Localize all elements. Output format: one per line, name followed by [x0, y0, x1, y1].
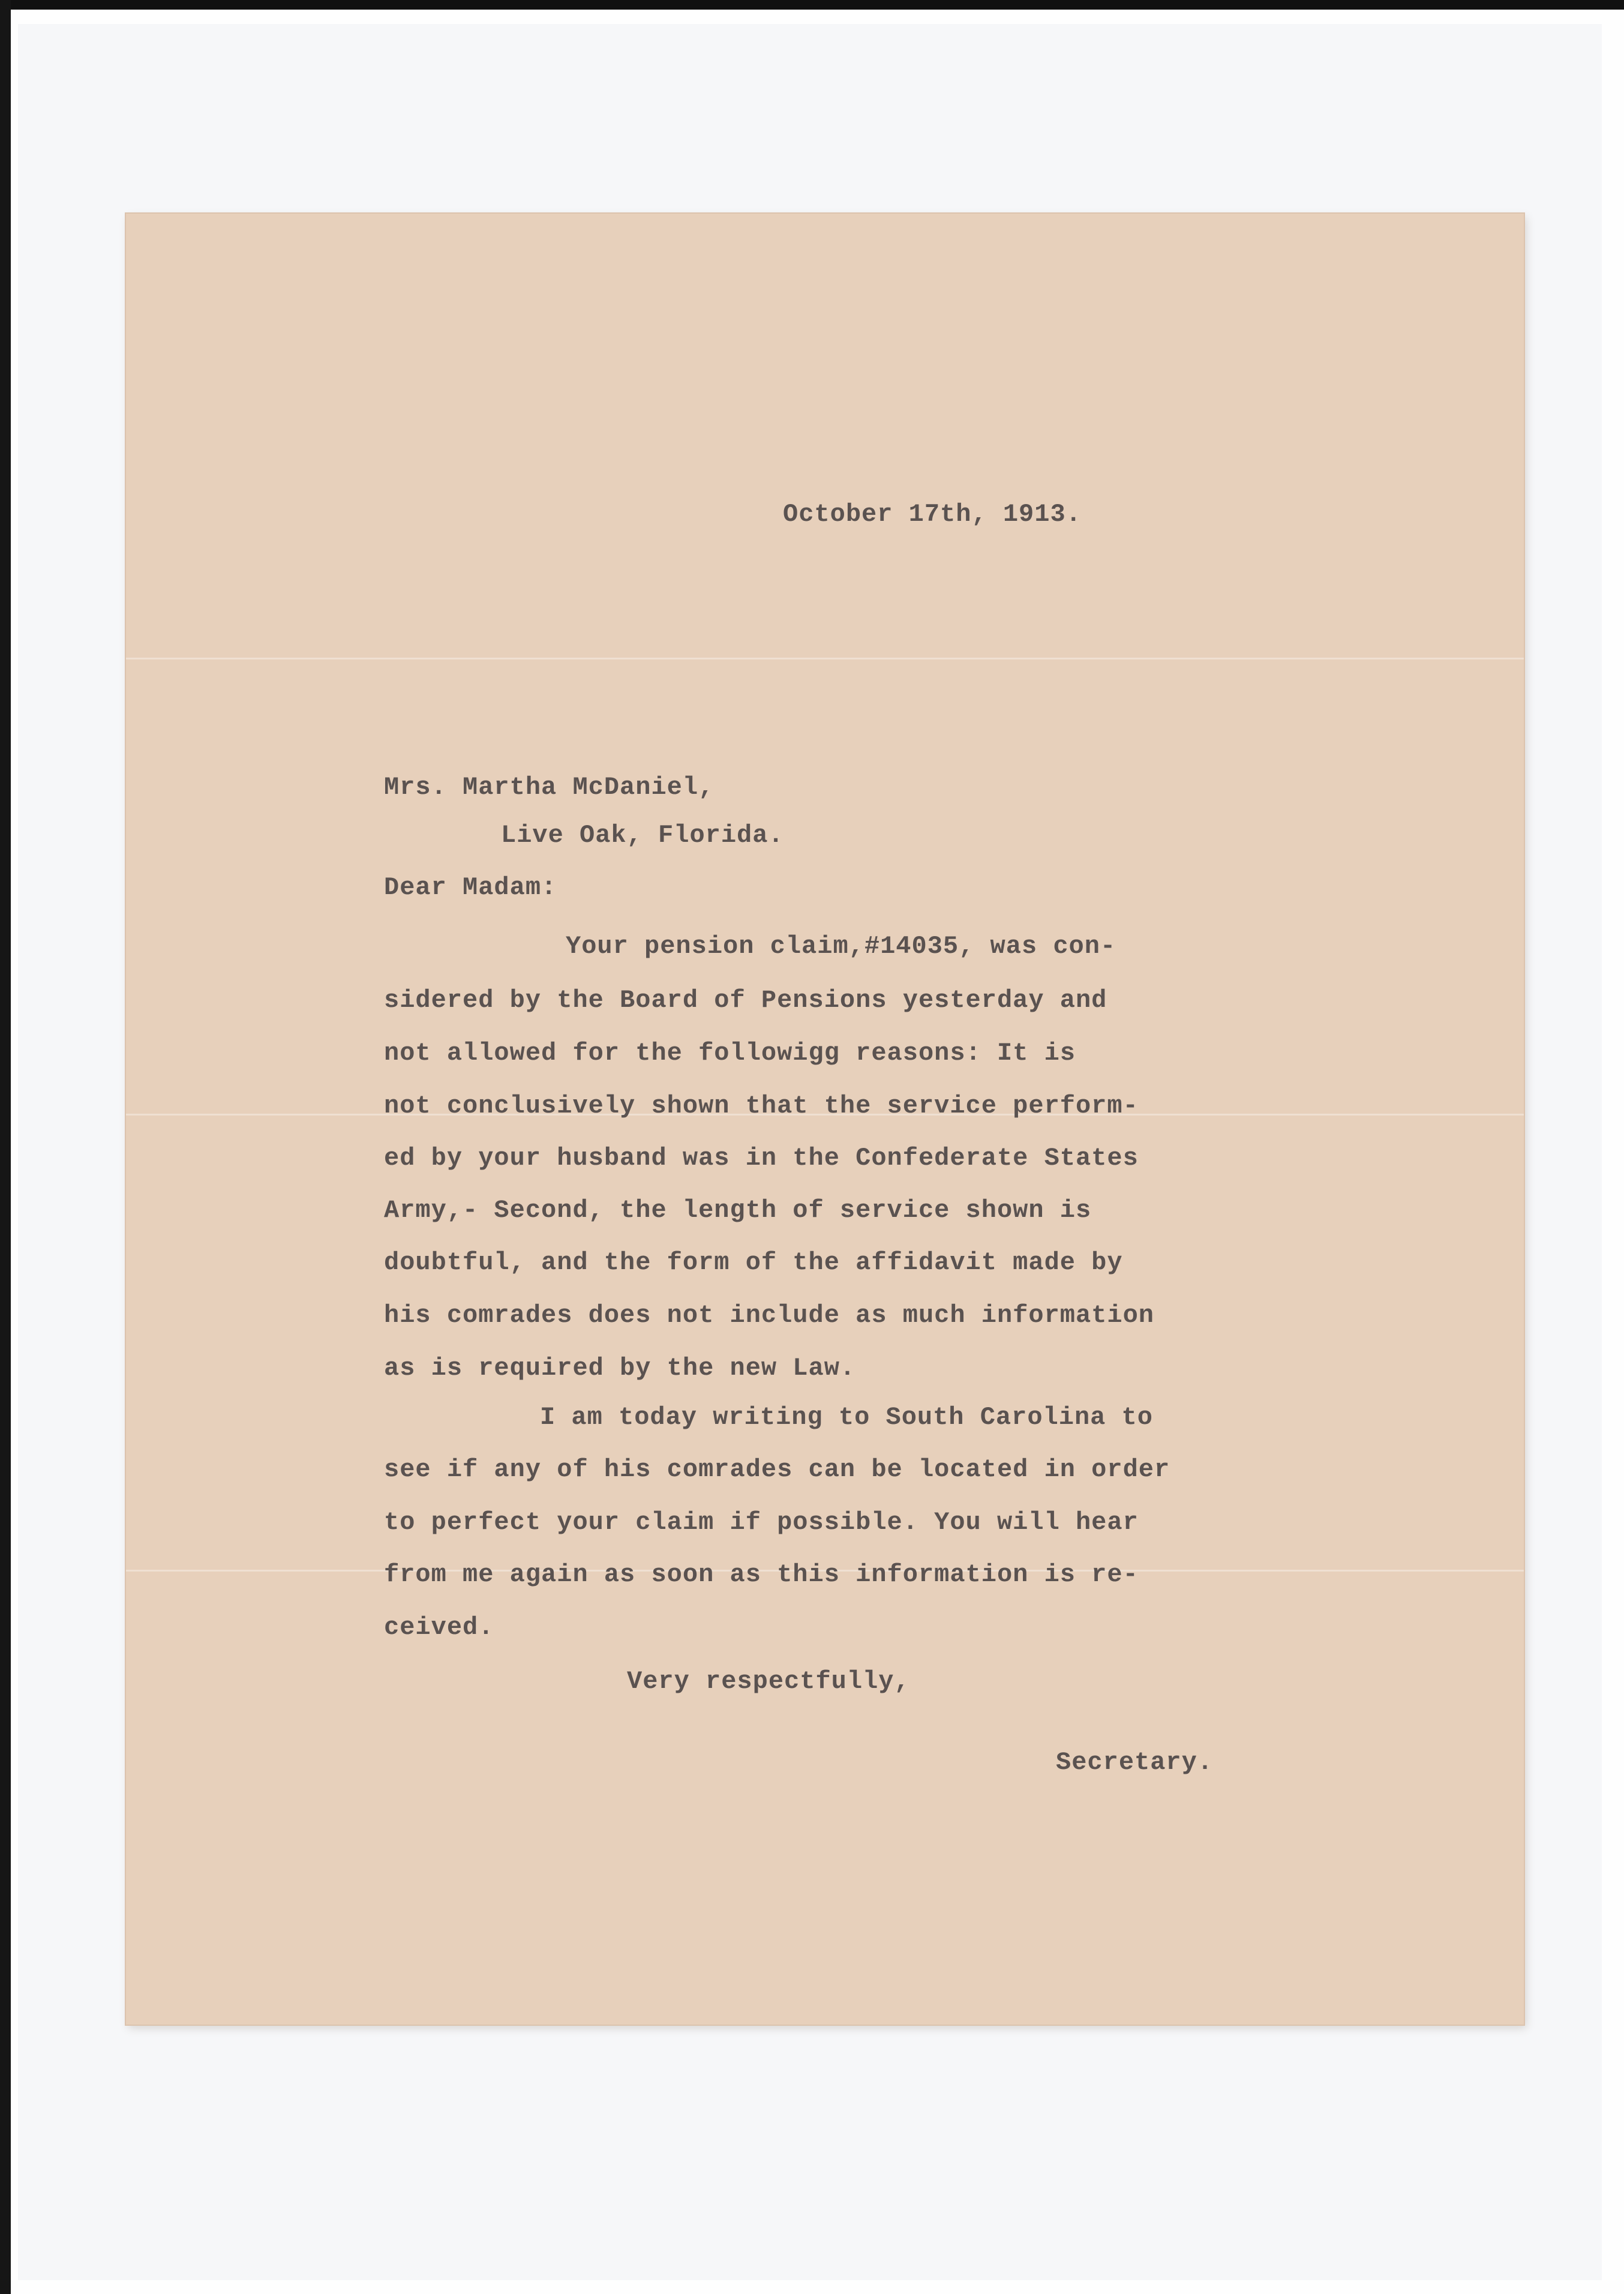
body-line: as is required by the new Law.: [384, 1354, 856, 1383]
body-line: not conclusively shown that the service perform-: [384, 1091, 1139, 1120]
body-line: not allowed for the followigg reasons: It is: [384, 1039, 1076, 1067]
body-line: Army,- Second, the length of service shown is: [384, 1196, 1092, 1225]
paragraph2-line: from me again as soon as this information is re-: [384, 1560, 1139, 1589]
letter-date: October 17th, 1913.: [783, 500, 1082, 529]
typewritten-letter: [126, 214, 1524, 2025]
letter-address: Live Oak, Florida.: [501, 821, 784, 850]
paragraph2-line: see if any of his comrades can be located in order: [384, 1455, 1170, 1484]
body-line: sidered by the Board of Pensions yesterday and: [384, 986, 1107, 1015]
letter-paper: [126, 214, 1524, 2025]
letter-closing: Very respectfully,: [627, 1667, 910, 1696]
body-line: his comrades does not include as much information: [384, 1301, 1155, 1330]
scan-edge-left: [0, 0, 11, 2294]
paragraph2-line: I am today writing to South Carolina to: [540, 1403, 1153, 1432]
letter-addressee: Mrs. Martha McDaniel,: [384, 773, 715, 802]
scan-edge-top: [0, 0, 1624, 10]
paragraph2-line: ceived.: [384, 1613, 494, 1642]
body-line: Your pension claim,#14035, was con-: [566, 932, 1116, 961]
letter-salutation: Dear Madam:: [384, 873, 557, 902]
body-line: doubtful, and the form of the affidavit made by: [384, 1248, 1123, 1277]
body-line: ed by your husband was in the Confederate States: [384, 1144, 1139, 1173]
signature-title: Secretary.: [1056, 1748, 1214, 1777]
paragraph2-line: to perfect your claim if possible. You will hear: [384, 1508, 1139, 1537]
